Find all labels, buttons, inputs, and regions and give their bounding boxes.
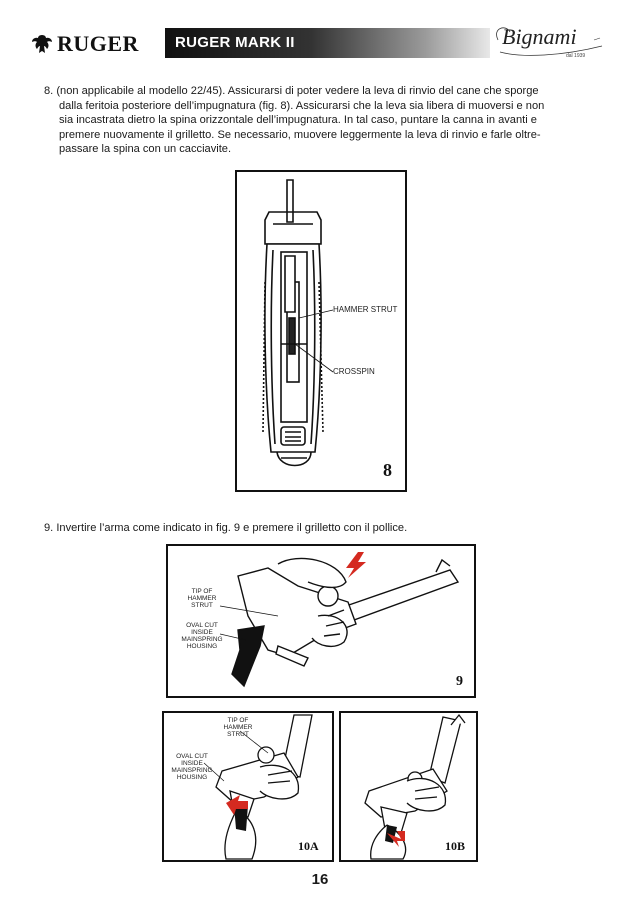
label-oval-cut bbox=[170, 753, 214, 781]
label-line: OVAL CUT bbox=[176, 753, 208, 760]
label-line: HAMMER bbox=[223, 724, 253, 731]
label-tip-hammer-strut bbox=[220, 717, 256, 738]
label-line: TIP OF bbox=[191, 588, 213, 595]
figure-8 bbox=[235, 170, 407, 492]
step-8-line: dalla feritoia posteriore dell’impugnatura (fig. 8). Assicurarsi che la leva sia libera di muoversi e non bbox=[59, 99, 545, 112]
label-line: INSIDE bbox=[191, 629, 213, 636]
ruger-logo bbox=[30, 30, 139, 58]
label-line: HOUSING bbox=[186, 643, 218, 650]
figure-number: 10A bbox=[298, 839, 319, 853]
step-9-text: 9. Invertire l’arma come indicato in fig. 9 e premere il grilletto con il pollice. bbox=[44, 522, 408, 534]
label-line: STRUT bbox=[227, 731, 249, 738]
label-line: OVAL CUT bbox=[186, 622, 218, 629]
figure-10a bbox=[162, 711, 334, 862]
bignami-logo bbox=[492, 22, 612, 64]
step-8-line: premere nuovamente il grilletto. Se necessario, muovere leggermente la leva di rinvio e farle oltre- bbox=[59, 128, 541, 141]
model-title-bar bbox=[165, 28, 490, 58]
figure-9 bbox=[166, 544, 476, 698]
label-oval-cut bbox=[180, 622, 224, 650]
figure-number: 9 bbox=[456, 674, 463, 689]
figure-number: 8 bbox=[383, 460, 392, 480]
label-line: HOUSING bbox=[176, 774, 208, 781]
publisher-since: dal 1939 bbox=[566, 53, 586, 59]
label-line: INSIDE bbox=[181, 760, 203, 767]
pistol-inverted-illustration bbox=[168, 546, 474, 696]
label-line: HAMMER bbox=[187, 595, 217, 602]
brand-name: RUGER bbox=[57, 31, 139, 56]
page-number: 16 bbox=[311, 871, 329, 888]
step-8-line: passare la spina con un cacciavite. bbox=[59, 143, 232, 156]
label-tip-hammer-strut bbox=[184, 588, 220, 609]
label-line: STRUT bbox=[191, 602, 213, 609]
step-8-line: 8. (non applicabile al modello 22/45). Assicurarsi di poter vedere la leva di rinvio del cane che sporge bbox=[44, 85, 539, 97]
step-8-line: sia incastrata dietro la spina orizzontale dell’impugnatura. In tal caso, puntare la canna in avanti e bbox=[59, 114, 537, 127]
label-hammer-strut: HAMMER STRUT bbox=[333, 305, 398, 314]
publisher-name: Bignami bbox=[502, 24, 577, 49]
page-header bbox=[0, 24, 640, 64]
figure-number: 10B bbox=[445, 839, 466, 853]
ruger-eagle-icon bbox=[30, 32, 54, 56]
label-line: MAINSPRING bbox=[171, 767, 213, 774]
label-crosspin: CROSSPIN bbox=[333, 367, 375, 376]
press-arrow-icon bbox=[346, 552, 366, 578]
pistol-thumb-release-illustration bbox=[341, 713, 476, 860]
step-8-text bbox=[44, 84, 600, 157]
grip-rear-view-illustration bbox=[237, 172, 405, 490]
label-line: MAINSPRING bbox=[181, 636, 223, 643]
figure-10b bbox=[339, 711, 478, 862]
model-title: RUGER MARK II bbox=[175, 34, 295, 51]
label-line: TIP OF bbox=[227, 717, 249, 724]
